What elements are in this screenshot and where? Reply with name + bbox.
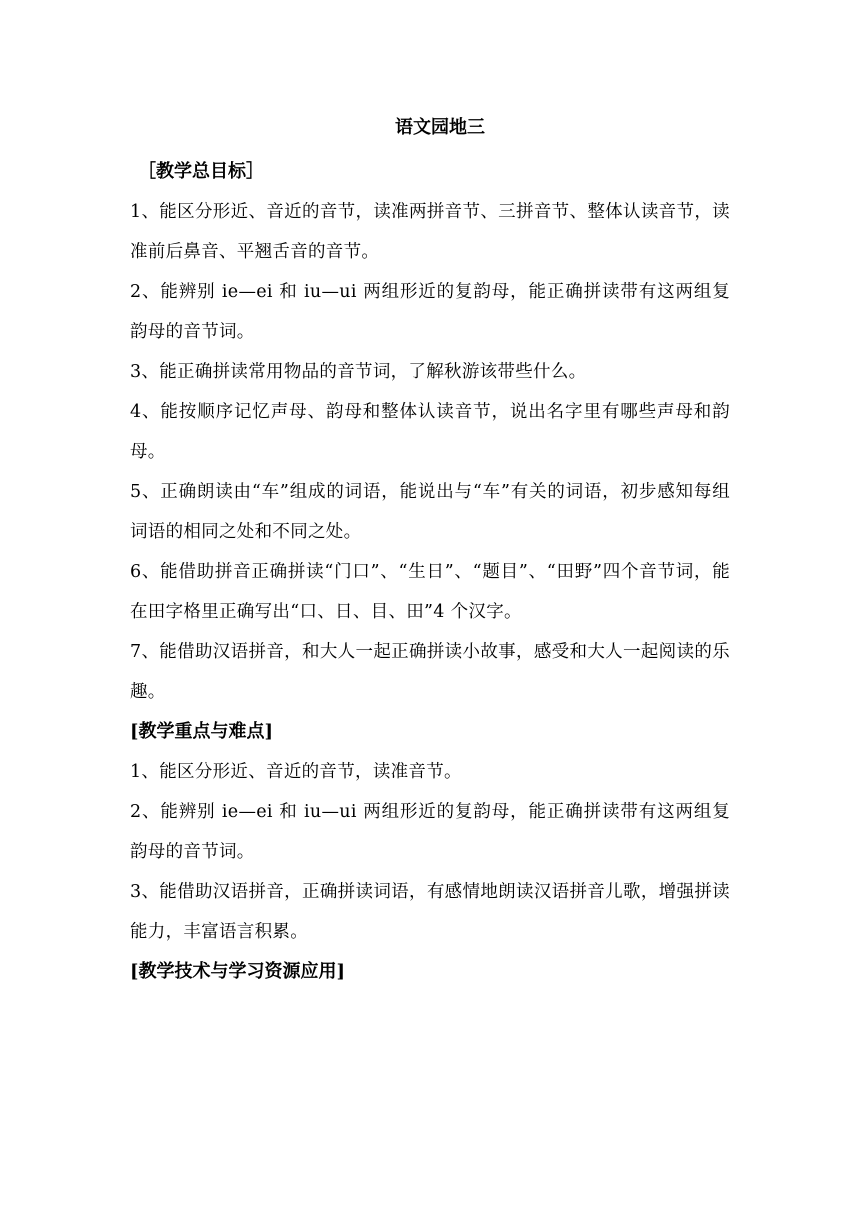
goal-item: 4、能按顺序记忆声母、韵母和整体认读音节，说出名字里有哪些声母和韵母。 bbox=[130, 402, 730, 462]
goal-item: 2、能辨别 ie—ei 和 iu—ui 两组形近的复韵母，能正确拼读带有这两组复韵母的音节词。 bbox=[130, 282, 730, 342]
goal-item: 3、能正确拼读常用物品的音节词，了解秋游该带些什么。 bbox=[130, 362, 587, 382]
goal-list bbox=[130, 192, 730, 712]
goal-item: 1、能区分形近、音近的音节，读准两拼音节、三拼音节、整体认读音节，读准前后鼻音、平翘舌音的音节。 bbox=[130, 202, 730, 262]
section-tech-resources bbox=[130, 952, 730, 992]
section-heading: [教学技术与学习资源应用] bbox=[130, 961, 346, 982]
section-heading: ［教学总目标］ bbox=[138, 161, 264, 182]
goal-item: 6、能借助拼音正确拼读“门口”、“生日”、“题目”、“田野”四个音节词，能在田字格里正确写出“口、日、目、田”4 个汉字。 bbox=[130, 562, 730, 622]
key-point-item: 2、能辨别 ie—ei 和 iu—ui 两组形近的复韵母，能正确拼读带有这两组复韵母的音节词。 bbox=[130, 802, 730, 862]
key-point-item: 1、能区分形近、音近的音节，读准音节。 bbox=[130, 762, 462, 782]
section-teaching-goals bbox=[130, 152, 730, 712]
section-heading: [教学重点与难点] bbox=[130, 721, 274, 742]
goal-item: 7、能借助汉语拼音，和大人一起正确拼读小故事，感受和大人一起阅读的乐趣。 bbox=[130, 642, 730, 702]
section-key-points bbox=[130, 712, 730, 952]
goal-item: 5、正确朗读由“车”组成的词语，能说出与“车”有关的词语，初步感知每组词语的相同之处和不同之处。 bbox=[130, 482, 730, 542]
key-point-item: 3、能借助汉语拼音，正确拼读词语，有感情地朗读汉语拼音儿歌，增强拼读能力，丰富语言积累。 bbox=[130, 882, 730, 942]
key-point-list bbox=[130, 752, 730, 952]
document-title: 语文园地三 bbox=[395, 117, 485, 138]
